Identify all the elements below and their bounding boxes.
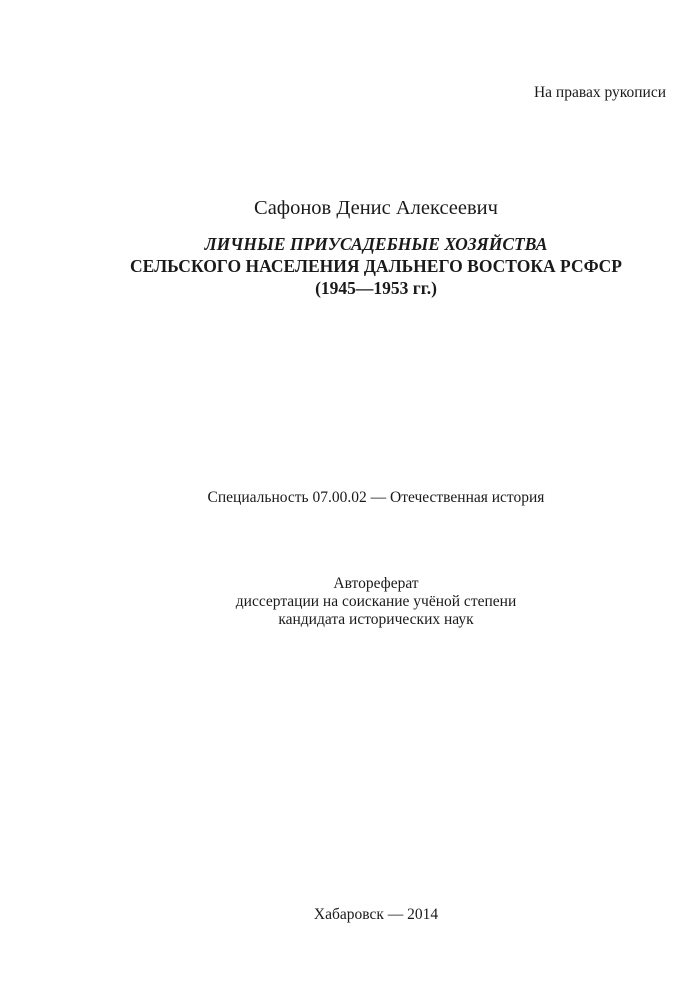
specialty-line: Специальность 07.00.02 — Отечественная история xyxy=(207,489,545,506)
abstract-line-2: диссертации на соискание учёной степени xyxy=(235,593,517,610)
title-line-3: (1945—1953 гг.) xyxy=(315,278,437,298)
abstract-line-1: Автореферат xyxy=(333,575,419,592)
author-name: Сафонов Денис Алексеевич xyxy=(254,197,498,219)
abstract-line-3: кандидата исторических наук xyxy=(278,611,474,628)
dissertation-title xyxy=(0,233,700,299)
title-line-1: ЛИЧНЫЕ ПРИУСАДЕБНЫЕ ХОЗЯЙСТВА xyxy=(204,234,548,254)
manuscript-rights-note: На правах рукописи xyxy=(533,84,666,101)
abstract-description xyxy=(0,575,700,629)
city-year: Хабаровск — 2014 xyxy=(313,906,439,923)
title-line-2: СЕЛЬСКОГО НАСЕЛЕНИЯ ДАЛЬНЕГО ВОСТОКА РСФСР xyxy=(130,256,622,276)
